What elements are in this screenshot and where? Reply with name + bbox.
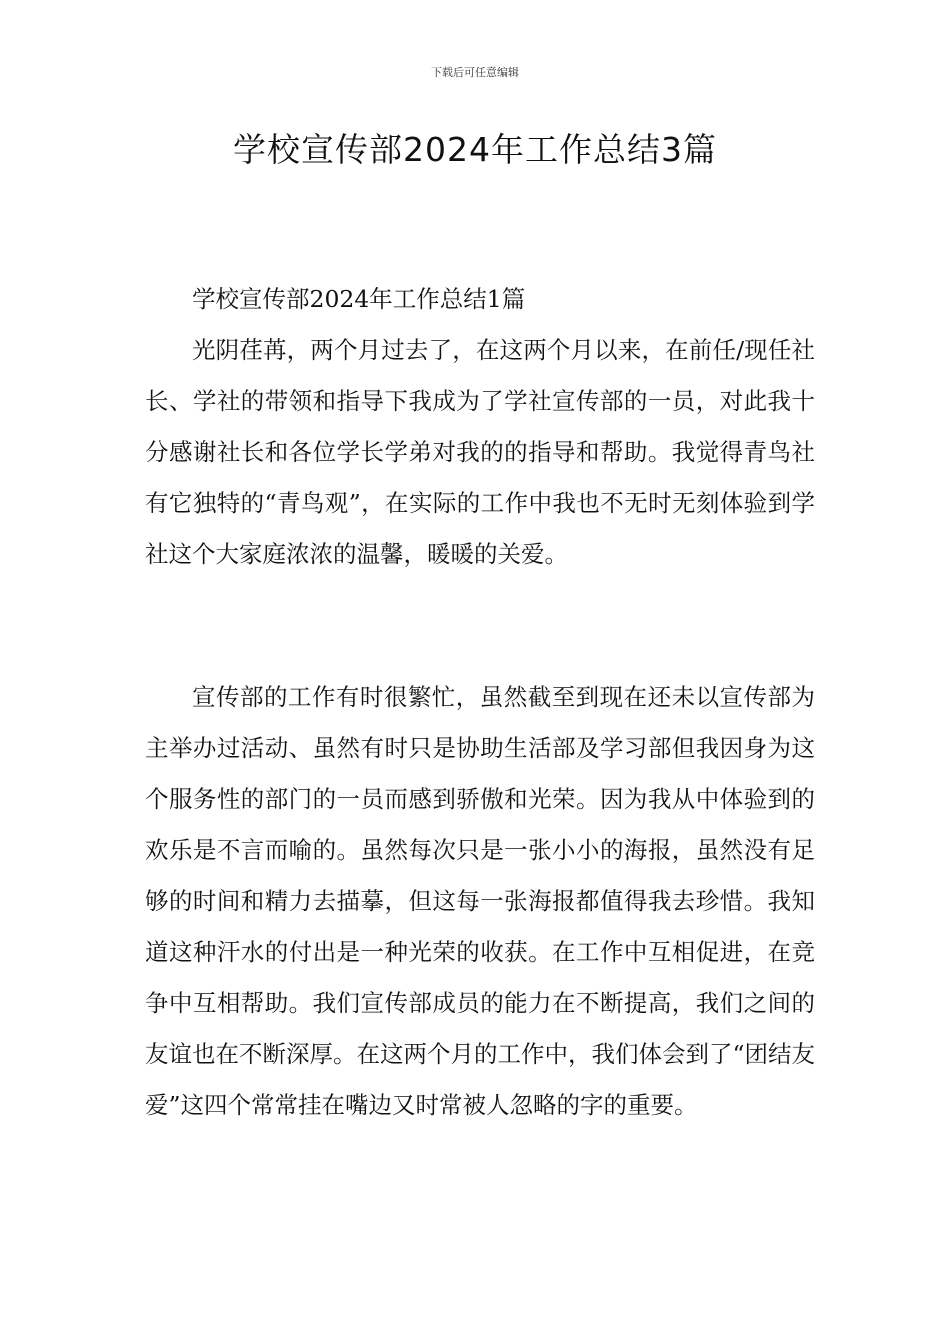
document-title: 学校宣传部2024年工作总结3篇 <box>233 130 717 169</box>
paragraph-1 <box>145 325 815 580</box>
paragraph-text: 宣传部的工作有时很繁忙，虽然截至到现在还未以宣传部为主举办过活动、虽然有时只是协助生活部及学习部但我因身为这个服务性的部门的一员而感到骄傲和光荣。因为我从中体验到的欢乐是不言而喻的。虽然每次只是一张小小的海报，虽然没有足够的时间和精力去描摹，但这每一张海报都值得我去珍惜。我知道这种汗水的付出是一种光荣的收获。在工作中互相促进，在竞争中互相帮助。我们宣传部成员的能力在不断提高，我们之间的友谊也在不断深厚。在这两个月的工作中，我们体会到了“团结友爱”这四个常常挂在嘴边又时常被人忽略的字的重要。 <box>145 683 816 1119</box>
page-header-note: 下载后可任意编辑 <box>431 66 519 79</box>
paragraph-2 <box>145 672 815 1131</box>
section-title-text: 学校宣传部2024年工作总结1篇 <box>192 285 526 313</box>
section-title <box>145 274 815 325</box>
paragraph-text: 光阴荏苒，两个月过去了，在这两个月以来，在前任/现任社长、学社的带领和指导下我成为了学社宣传部的一员，对此我十分感谢社长和各位学长学弟对我的的指导和帮助。我觉得青鸟社有它独特的“青鸟观”，在实际的工作中我也不无时无刻体验到学社这个大家庭浓浓的温馨，暖暖的关爱。 <box>145 336 815 568</box>
